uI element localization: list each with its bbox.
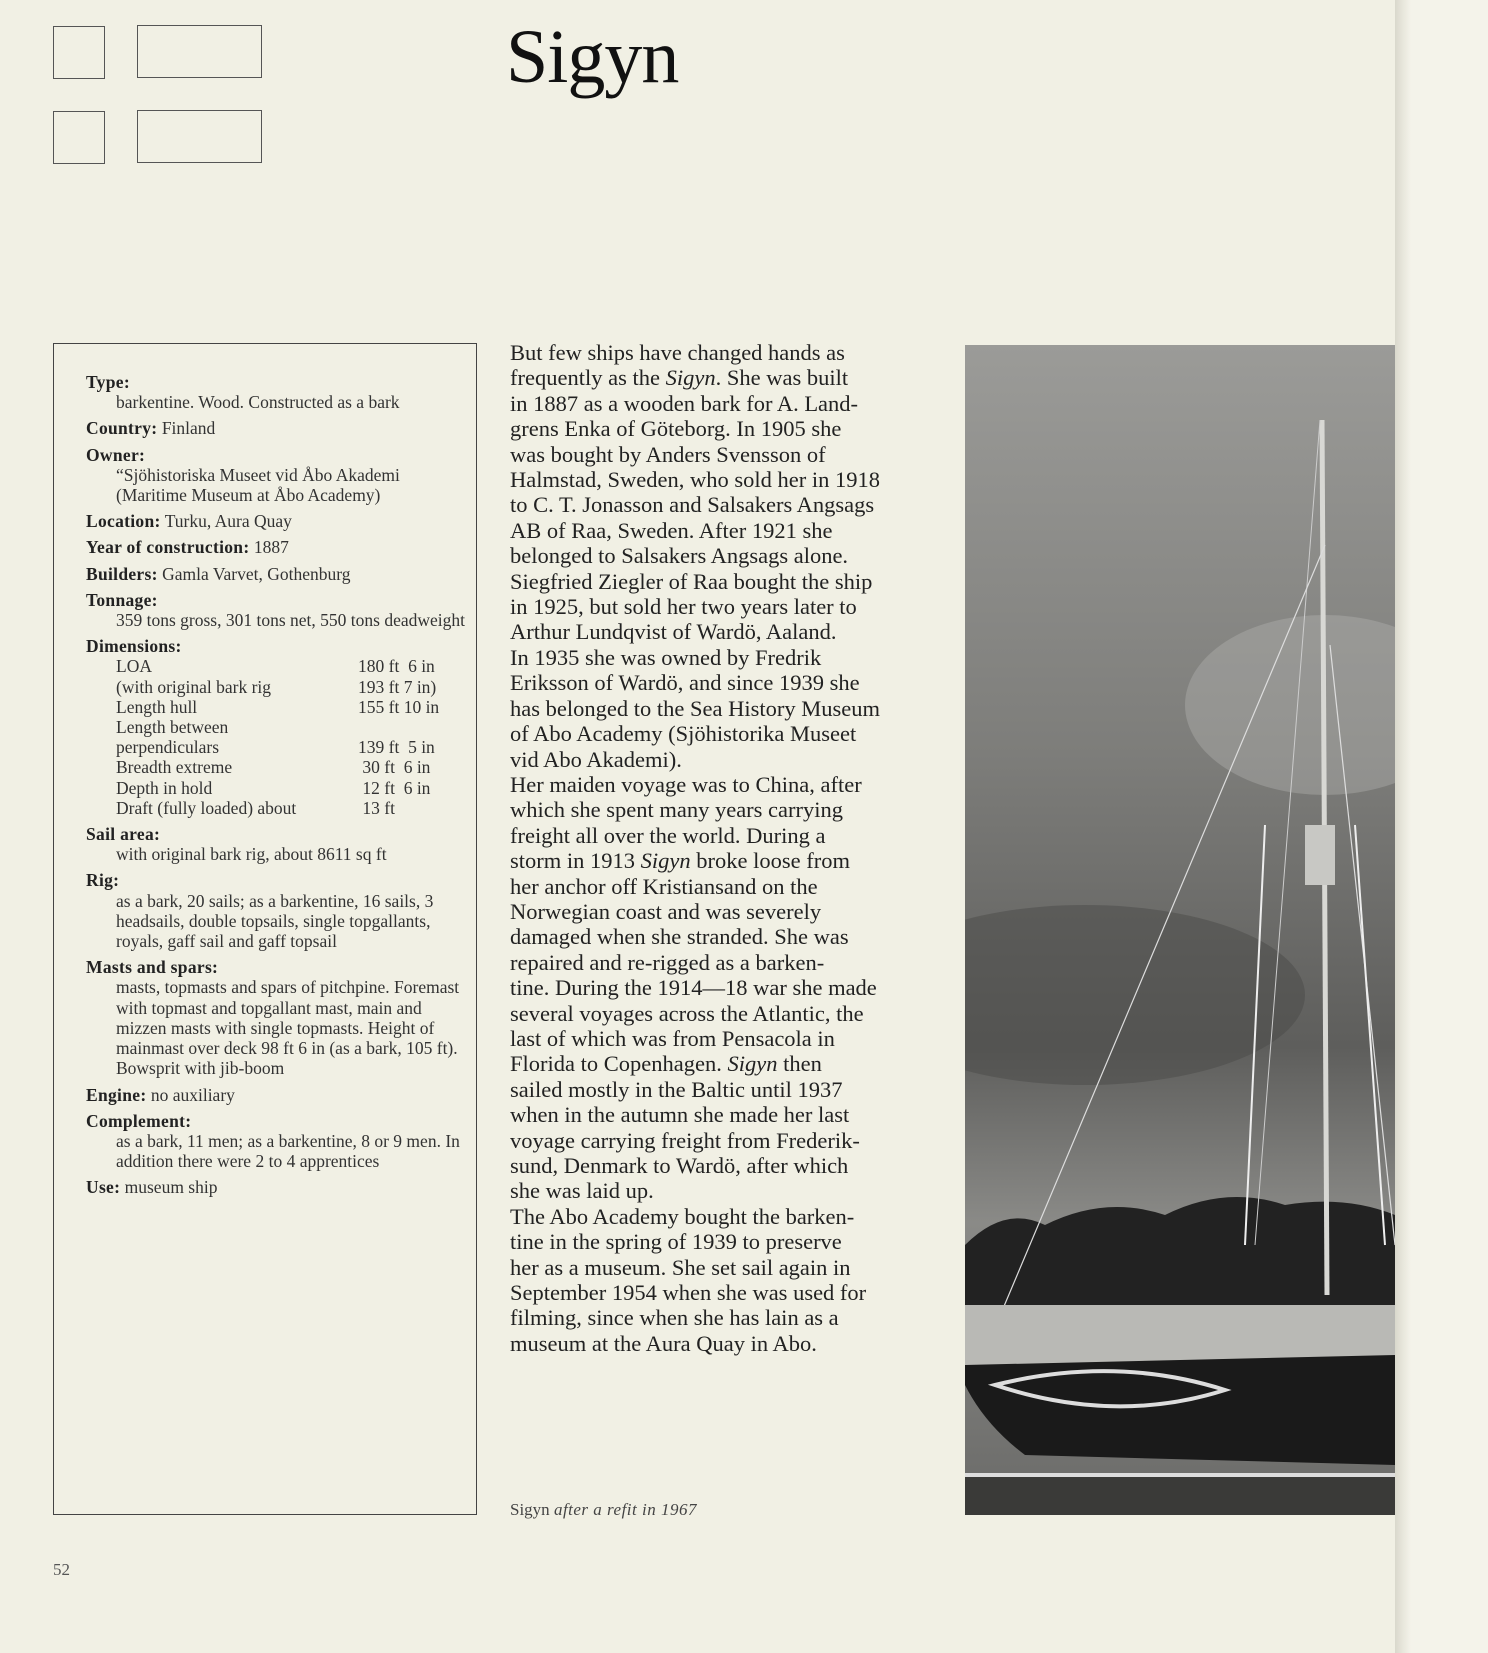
dimension-name: (with original bark rig (116, 676, 272, 697)
body-text-line: voyage carrying freight from Frederik- (510, 1127, 860, 1153)
body-text-line: has belonged to the Sea History Museum (510, 695, 880, 721)
dimension-name: LOA (116, 656, 152, 677)
body-text-line: tine. During the 1914—18 war she made (510, 975, 877, 1001)
body-text-line: when in the autumn she made her last (510, 1102, 850, 1128)
spec-tonnage: Tonnage: 359 tons gross, 301 tons net, 550 tons deadweight (86, 589, 466, 631)
body-text-line: frequently as the Sigyn. She was built (510, 365, 849, 391)
registration-box (137, 110, 262, 163)
dimension-row (86, 737, 471, 757)
body-text-line: Her maiden voyage was to China, after (510, 771, 862, 797)
spec-country: Country: Finland (86, 418, 216, 439)
page-number: 52 (53, 1560, 70, 1579)
body-text-line: In 1935 she was owned by Fredrik (510, 644, 822, 670)
dimension-row (86, 757, 471, 777)
body-text-line: to C. T. Jonasson and Salsakers Angsags (510, 492, 875, 518)
dimension-value: 139 ft 5 in (358, 737, 435, 758)
spec-dimensions: Dimensions: LOA 180 ft 6 in (with original bark rig 193 ft 7 in) Length hull 155 ft 10 in Length between perpendiculars 139 ft 5 in Breadth extreme 30 ft 6 in Depth in hold 12 ft 6 in Draft (fully loaded) about 13 ft (86, 636, 471, 818)
body-text-line: in 1887 as a wooden bark for A. Land- (510, 390, 859, 416)
body-text-line: Eriksson of Wardö, and since 1939 she (510, 670, 860, 696)
body-text-line: AB of Raa, Sweden. After 1921 she (510, 517, 833, 543)
body-text-line: repaired and re-rigged as a barken- (510, 949, 825, 975)
dimension-value: 30 ft 6 in (358, 757, 431, 778)
spec-owner: Owner: “Sjöhistoriska Museet vid Åbo Akademi (Maritime Museum at Åbo Academy) (86, 444, 400, 506)
body-text-line: vid Abo Akademi). (510, 746, 682, 772)
spec-masts: Masts and spars: masts, topmasts and spars of pitchpine. Foremast with topmast and topgallant mast, main and mizzen masts with single topmasts. Height of mainmast over deck 98 ft 6 in (as a bark, 105 ft). Bowsprit with jib-boom (86, 957, 460, 1079)
page-title: Sigyn (506, 15, 679, 99)
body-text-line: last of which was from Pensacola in (510, 1025, 835, 1051)
spec-complement: Complement: as a bark, 11 men; as a barkentine, 8 or 9 men. In addition there were 2 to 4 apprentices (86, 1110, 460, 1172)
body-text-line: her anchor off Kristiansand on the (510, 873, 818, 899)
body-text-line: damaged when she stranded. She was (510, 924, 849, 950)
spec-sail-area: Sail area: with original bark rig, about 8611 sq ft (86, 824, 387, 865)
dimension-value: 180 ft 6 in (358, 656, 435, 677)
body-text-line: grens Enka of Göteborg. In 1905 she (510, 416, 842, 442)
body-text-line: freight all over the world. During a (510, 822, 826, 848)
dimension-value: 155 ft 10 in (358, 696, 440, 717)
body-text-line: she was laid up. (510, 1178, 654, 1204)
dimension-value: 13 ft (358, 797, 395, 818)
dimension-row (86, 677, 471, 697)
registration-box (53, 26, 105, 79)
spec-year: Year of construction: 1887 (86, 537, 289, 558)
body-text-line: was bought by Anders Svensson of (510, 441, 826, 467)
body-text-line: September 1954 when she was used for (510, 1280, 867, 1306)
dimension-name: Breadth extreme (116, 757, 233, 778)
sigyn-photo-image (965, 345, 1395, 1515)
body-text-line: Arthur Lundqvist of Wardö, Aaland. (510, 619, 837, 645)
dimension-row (86, 697, 471, 717)
dimension-name: perpendiculars (116, 737, 220, 758)
body-text-line: storm in 1913 Sigyn broke loose from (510, 848, 850, 874)
ship-photo (965, 345, 1395, 1515)
dimension-name: Length hull (116, 696, 198, 717)
body-text-line: tine in the spring of 1939 to preserve (510, 1229, 842, 1255)
body-text-line: of Abo Academy (Sjöhistorika Museet (510, 721, 857, 747)
spec-location: Location: Turku, Aura Quay (86, 511, 292, 532)
registration-box (137, 25, 262, 78)
dimension-row (86, 778, 471, 798)
body-text-line: sailed mostly in the Baltic until 1937 (510, 1076, 843, 1102)
body-text-line: belonged to Salsakers Angsags alone. (510, 543, 849, 569)
body-text-line: which she spent many years carrying (510, 797, 844, 823)
body-text-line: museum at the Aura Quay in Abo. (510, 1330, 817, 1356)
body-text-line: filming, since when she has lain as a (510, 1305, 839, 1331)
photo-caption: Sigyn after a refit in 1967 (510, 1500, 697, 1519)
spec-rig: Rig: as a bark, 20 sails; as a barkentine, 16 sails, 3 headsails, double topsails, single topgallants, royals, gaff sail and gaff topsail (86, 870, 434, 952)
body-text-line: her as a museum. She set sail again in (510, 1254, 851, 1280)
body-text-line: Florida to Copenhagen. Sigyn then (510, 1051, 822, 1077)
page-gutter-edge (1395, 0, 1488, 1653)
body-text-line: Halmstad, Sweden, who sold her in 1918 (510, 467, 880, 493)
body-text-line: several voyages across the Atlantic, the (510, 1000, 864, 1026)
spec-engine: Engine: no auxiliary (86, 1084, 235, 1105)
dimension-value: 193 ft 7 in) (358, 676, 437, 697)
body-text-line: Norwegian coast and was severely (510, 898, 822, 924)
registration-box (53, 111, 105, 164)
spec-use: Use: museum ship (86, 1177, 218, 1198)
dimension-name: Length between (116, 717, 229, 738)
body-text-line: sund, Denmark to Wardö, after which (510, 1153, 849, 1178)
ship-specs-box (53, 343, 477, 1515)
dimension-row (86, 717, 471, 737)
body-text-line: Siegfried Ziegler of Raa bought the ship (510, 568, 873, 594)
dimension-name: Draft (fully loaded) about (116, 797, 297, 818)
spec-builders: Builders: Gamla Varvet, Gothenburg (86, 563, 351, 584)
body-text-line: in 1925, but sold her two years later to (510, 594, 857, 620)
spec-type: Type: barkentine. Wood. Constructed as a bark (86, 372, 400, 413)
dimension-row (86, 798, 471, 818)
dimension-row (86, 656, 471, 676)
body-text (510, 340, 940, 1356)
body-text-line: The Abo Academy bought the barken- (510, 1203, 855, 1229)
body-text-line: But few ships have changed hands as (510, 340, 845, 365)
dimension-name: Depth in hold (116, 777, 213, 798)
dimension-value: 12 ft 6 in (358, 777, 431, 798)
